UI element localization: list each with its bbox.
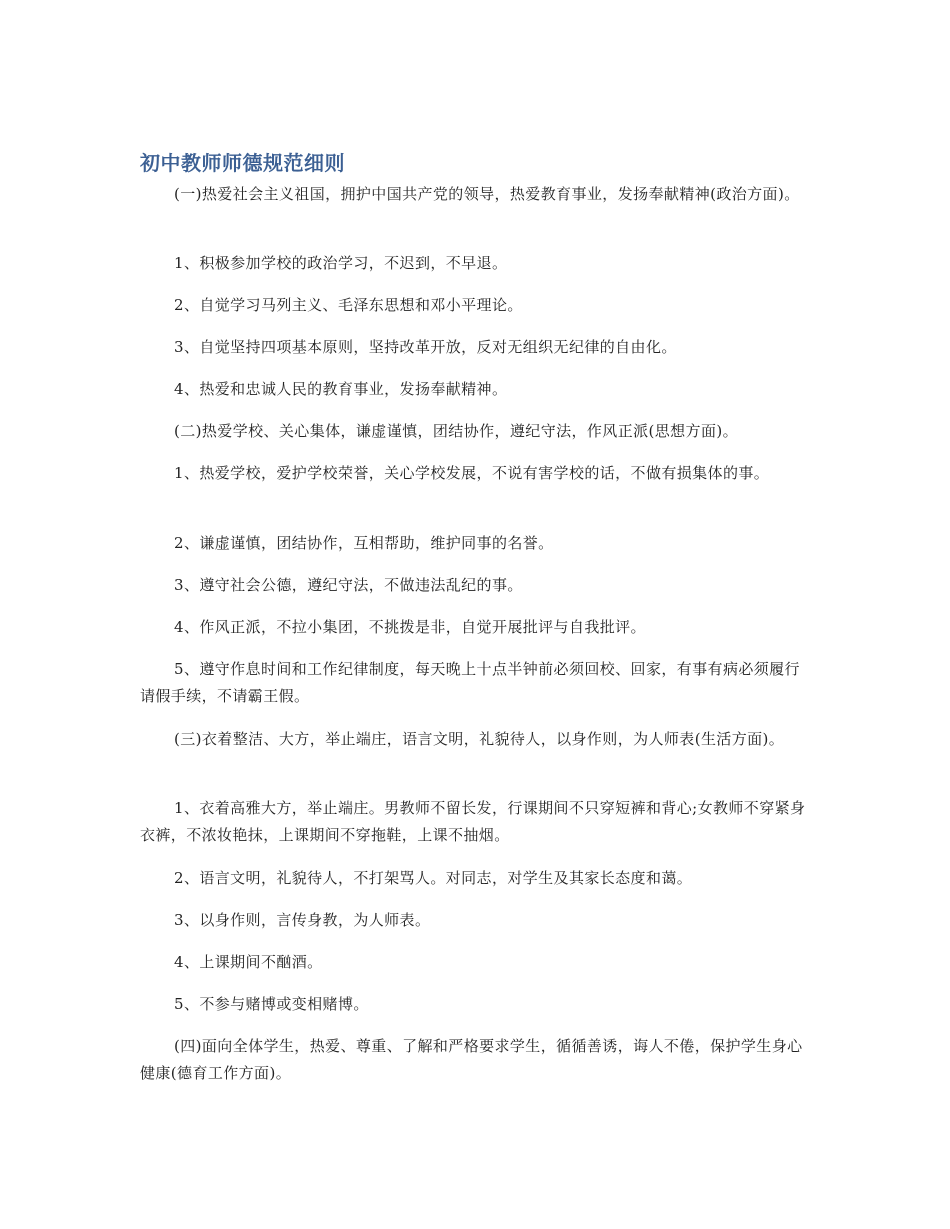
paragraph-item: 1、热爱学校，爱护学校荣誉，关心学校发展，不说有害学校的话，不做有损集体的事。 — [174, 464, 770, 482]
paragraph-item: 1、衣着高雅大方，举止端庄。男教师不留长发，行课期间不只穿短裤和背心;女教师不穿紧身衣裤，不浓妆艳抹，上课期间不穿拖鞋，上课不抽烟。 — [140, 799, 806, 844]
section-heading-2: (二)热爱学校、关心集体，谦虚谨慎，团结协作，遵纪守法，作风正派(思想方面)。 — [174, 422, 739, 440]
paragraph-item: 3、以身作则，言传身教，为人师表。 — [174, 911, 431, 929]
paragraph-item: 2、谦虚谨慎，团结协作，互相帮助，维护同事的名誉。 — [174, 534, 554, 552]
paragraph-item: 2、语言文明，礼貌待人，不打架骂人。对同志，对学生及其家长态度和蔼。 — [174, 869, 693, 887]
paragraph-item: 1、积极参加学校的政治学习，不迟到，不早退。 — [174, 254, 508, 272]
document-title: 初中教师师德规范细则 — [140, 151, 345, 175]
paragraph-item: 4、作风正派，不拉小集团，不挑拨是非，自觉开展批评与自我批评。 — [174, 618, 646, 636]
section-heading-1: (一)热爱社会主义祖国，拥护中国共产党的领导，热爱教育事业，发扬奉献精神(政治方面)。 — [174, 185, 800, 203]
paragraph-item: 3、自觉坚持四项基本原则，坚持改革开放，反对无组织无纪律的自由化。 — [174, 338, 677, 356]
paragraph-item: 5、不参与赌博或变相赌博。 — [174, 995, 369, 1013]
paragraph-item: 4、热爱和忠诚人民的教育事业，发扬奉献精神。 — [174, 380, 508, 398]
paragraph-item: 5、遵守作息时间和工作纪律制度，每天晚上十点半钟前必须回校、回家，有事有病必须履行请假手续，不请霸王假。 — [140, 660, 800, 705]
paragraph-item: 2、自觉学习马列主义、毛泽东思想和邓小平理论。 — [174, 296, 523, 314]
section-heading-3: (三)衣着整洁、大方，举止端庄，语言文明，礼貌待人，以身作则，为人师表(生活方面)。 — [174, 730, 785, 748]
paragraph-item: 4、上课期间不酗酒。 — [174, 953, 323, 971]
section-heading-4: (四)面向全体学生，热爱、尊重、了解和严格要求学生，循循善诱，诲人不倦，保护学生身心健康(德育工作方面)。 — [140, 1037, 803, 1082]
paragraph-item: 3、遵守社会公德，遵纪守法，不做违法乱纪的事。 — [174, 576, 523, 594]
